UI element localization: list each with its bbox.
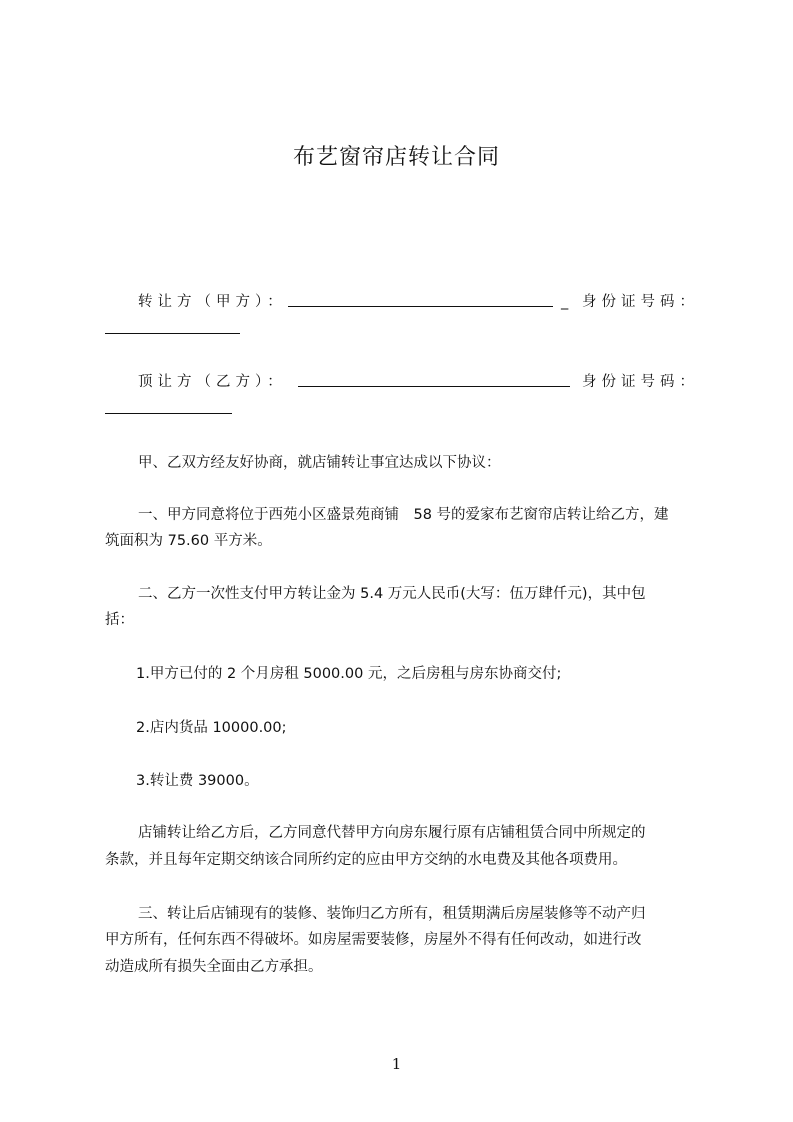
transferee-label: 顶让方（乙方）： (138, 374, 287, 390)
clause1-line2: 筑面积为 75.60 平方米。 (105, 533, 272, 549)
transferor-id-label: 身份证号码： (582, 294, 699, 310)
clause1-line1: 一、甲方同意将位于西苑小区盛景苑商铺 58 号的爱家布艺窗帘店转让给乙方，建 (138, 507, 669, 523)
payment-item-3: 3.转让费 39000。 (136, 773, 259, 789)
clause3-line1: 三、转让后店铺现有的装修、装饰归乙方所有，租赁期满后房屋装修等不动产归 (138, 906, 646, 922)
document-title: 布艺窗帘店转让合同 (292, 145, 500, 170)
transferee-id-blank (105, 413, 232, 414)
transferor-id-blank (105, 333, 240, 334)
lease-paragraph-line2: 条款，并且每年定期交纳该合同所约定的应由甲方交纳的水电费及其他各项费用。 (105, 852, 627, 868)
intro-paragraph: 甲、乙双方经友好协商，就店铺转让事宜达成以下协议： (138, 455, 501, 471)
clause2-line2: 括： (105, 612, 134, 628)
page-number: 1 (391, 1055, 402, 1073)
transferee-id-label: 身份证号码： (582, 374, 699, 390)
payment-item-2: 2.店内货品 10000.00; (136, 720, 287, 736)
clause3-line2: 甲方所有，任何东西不得破坏。如房屋需要装修，房屋外不得有任何改动，如进行改 (105, 932, 642, 948)
clause3-line3: 动造成所有损失全面由乙方承担。 (105, 959, 323, 975)
lease-paragraph-line1: 店铺转让给乙方后，乙方同意代替甲方向房东履行原有店铺租赁合同中所规定的 (138, 825, 646, 841)
transferor-name-blank (288, 306, 553, 307)
payment-item-1: 1.甲方已付的 2 个月房租 5000.00 元，之后房租与房东协商交付; (136, 666, 562, 682)
transferor-tail-mark: _ (561, 294, 569, 310)
transferee-name-blank (298, 386, 570, 387)
clause2-line1: 二、乙方一次性支付甲方转让金为 5.4 万元人民币(大写：伍万肆仟元)，其中包 (138, 586, 646, 602)
transferor-label: 转让方（甲方）： (138, 294, 287, 310)
